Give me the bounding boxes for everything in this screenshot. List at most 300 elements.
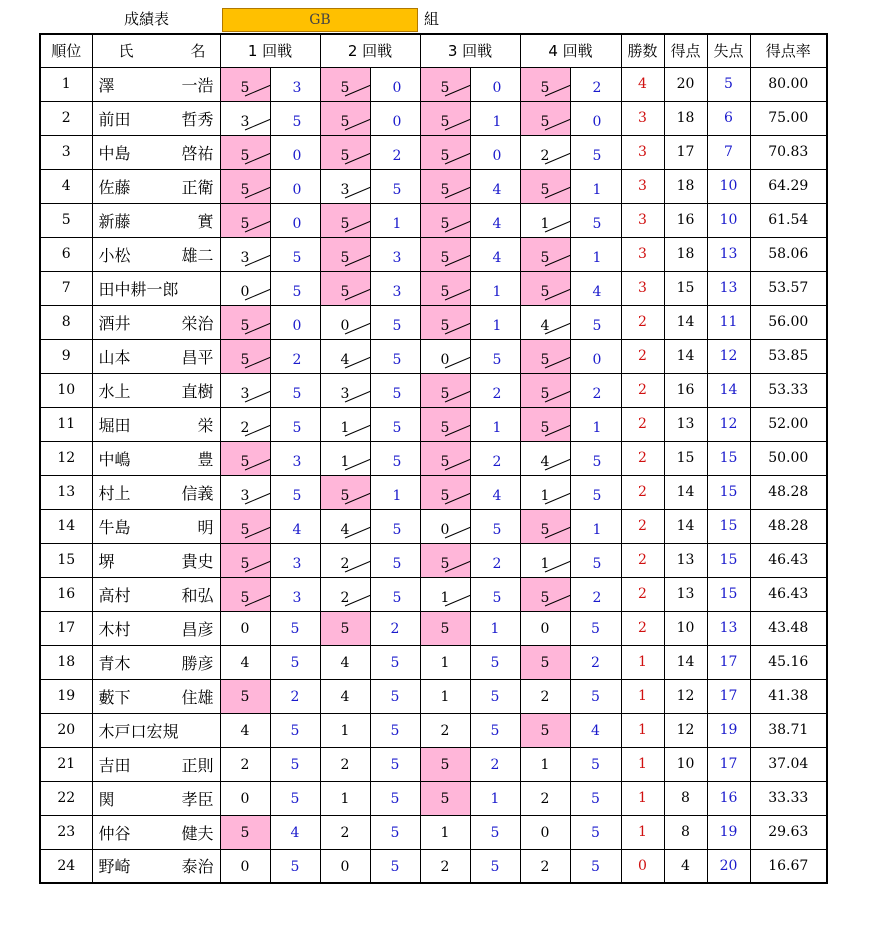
score-opp-cell bbox=[370, 169, 420, 203]
score-own-cell bbox=[520, 577, 570, 611]
score-own-cell bbox=[220, 339, 270, 373]
score-own: 2 bbox=[440, 722, 450, 739]
header-rate: 得点率 bbox=[750, 34, 827, 67]
slash-line bbox=[545, 550, 571, 572]
rate-cell: 70.83 bbox=[750, 135, 827, 169]
score-own: 2 bbox=[440, 858, 450, 875]
score-opp-cell bbox=[270, 305, 320, 339]
score-own: 5 bbox=[440, 620, 450, 637]
slash-line bbox=[545, 74, 571, 96]
last-name: 正則 bbox=[181, 755, 214, 775]
sheet-title: 成績表 bbox=[124, 10, 170, 28]
score-own-cell bbox=[320, 271, 370, 305]
score-opp: 3 bbox=[292, 589, 302, 606]
slash-line bbox=[345, 312, 371, 334]
rate-cell: 53.57 bbox=[750, 271, 827, 305]
score-opp-cell bbox=[470, 169, 520, 203]
score-opp-cell bbox=[270, 101, 320, 135]
points-against-cell: 11 bbox=[707, 305, 750, 339]
score-opp: 5 bbox=[490, 654, 500, 671]
score-own-cell bbox=[320, 713, 370, 747]
score-own-cell bbox=[220, 815, 270, 849]
score-opp: 0 bbox=[292, 181, 302, 198]
score-own: 1 bbox=[340, 790, 350, 807]
first-name: 村上 bbox=[98, 483, 131, 503]
last-name: 哲秀 bbox=[181, 109, 214, 129]
score-opp: 3 bbox=[292, 79, 302, 96]
slash-line bbox=[545, 176, 571, 198]
score-opp: 5 bbox=[392, 351, 402, 368]
wins-cell: 2 bbox=[621, 441, 664, 475]
score-own-cell bbox=[520, 203, 570, 237]
score-own: 5 bbox=[240, 453, 250, 470]
wins-cell: 3 bbox=[621, 135, 664, 169]
score-opp-cell bbox=[470, 305, 520, 339]
name-cell bbox=[92, 815, 220, 849]
score-own-cell bbox=[220, 237, 270, 271]
score-opp: 4 bbox=[592, 283, 602, 300]
score-own-cell bbox=[520, 475, 570, 509]
slash-line bbox=[345, 176, 371, 198]
slash-line bbox=[245, 414, 271, 436]
slash-line bbox=[245, 244, 271, 266]
score-opp: 5 bbox=[591, 688, 600, 705]
score-own: 0 bbox=[340, 317, 350, 334]
score-own-cell bbox=[420, 237, 470, 271]
score-opp-cell bbox=[570, 203, 621, 237]
score-opp: 0 bbox=[592, 113, 602, 130]
points-against-cell: 15 bbox=[707, 441, 750, 475]
score-opp: 0 bbox=[492, 79, 502, 96]
points-against-cell: 14 bbox=[707, 373, 750, 407]
score-own: 5 bbox=[340, 215, 350, 232]
score-own: 5 bbox=[240, 181, 250, 198]
points-against-cell: 5 bbox=[707, 67, 750, 101]
rank-cell: 17 bbox=[40, 611, 92, 645]
score-opp-cell bbox=[370, 339, 420, 373]
score-own-cell bbox=[220, 203, 270, 237]
score-opp-cell bbox=[570, 815, 621, 849]
score-own-cell bbox=[420, 271, 470, 305]
table-row bbox=[40, 815, 827, 849]
wins-cell: 2 bbox=[621, 543, 664, 577]
score-opp-cell bbox=[370, 67, 420, 101]
score-opp-cell bbox=[470, 781, 520, 815]
score-opp-cell bbox=[270, 441, 320, 475]
score-own-cell bbox=[220, 747, 270, 781]
name-cell bbox=[92, 849, 220, 883]
last-name: 雄二 bbox=[181, 245, 214, 265]
slash-line bbox=[345, 448, 371, 470]
score-own-cell bbox=[520, 645, 570, 679]
slash-line bbox=[545, 210, 571, 232]
rate-cell: 58.06 bbox=[750, 237, 827, 271]
points-for-cell: 8 bbox=[664, 815, 707, 849]
first-name: 新藤 bbox=[98, 211, 131, 231]
rate-cell: 50.00 bbox=[750, 441, 827, 475]
name-cell bbox=[92, 781, 220, 815]
score-opp-cell bbox=[370, 781, 420, 815]
table-row bbox=[40, 543, 827, 577]
score-opp: 5 bbox=[290, 620, 300, 637]
points-for-cell: 15 bbox=[664, 441, 707, 475]
slash-line bbox=[345, 550, 371, 572]
slash-line bbox=[545, 108, 571, 130]
wins-cell: 1 bbox=[621, 815, 664, 849]
score-own-cell bbox=[220, 645, 270, 679]
slash-line bbox=[545, 346, 571, 368]
points-against-cell: 19 bbox=[707, 815, 750, 849]
score-own: 5 bbox=[540, 385, 550, 402]
rank-cell: 9 bbox=[40, 339, 92, 373]
slash-line bbox=[245, 278, 271, 300]
points-against-cell: 12 bbox=[707, 339, 750, 373]
rank-cell: 10 bbox=[40, 373, 92, 407]
rank-cell: 21 bbox=[40, 747, 92, 781]
last-name: 明 bbox=[197, 517, 214, 537]
score-opp-cell bbox=[470, 135, 520, 169]
score-own: 3 bbox=[240, 249, 250, 266]
points-against-cell: 13 bbox=[707, 237, 750, 271]
score-own-cell bbox=[520, 101, 570, 135]
points-against-cell: 6 bbox=[707, 101, 750, 135]
score-opp-cell bbox=[570, 509, 621, 543]
score-own-cell bbox=[420, 679, 470, 713]
name-cell bbox=[92, 271, 220, 305]
score-opp-cell bbox=[570, 101, 621, 135]
slash-line bbox=[345, 516, 371, 538]
score-own: 2 bbox=[240, 419, 250, 436]
score-opp: 0 bbox=[292, 317, 302, 334]
score-opp: 3 bbox=[392, 283, 402, 300]
table-row bbox=[40, 373, 827, 407]
score-opp: 5 bbox=[390, 824, 400, 841]
score-opp-cell bbox=[370, 849, 420, 883]
score-opp: 4 bbox=[492, 487, 502, 504]
score-opp: 5 bbox=[292, 385, 302, 402]
score-own-cell bbox=[420, 339, 470, 373]
points-for-cell: 12 bbox=[664, 679, 707, 713]
score-opp-cell bbox=[470, 101, 520, 135]
score-opp: 5 bbox=[592, 487, 602, 504]
score-opp-cell bbox=[570, 169, 621, 203]
table-row bbox=[40, 747, 827, 781]
score-own: 2 bbox=[340, 824, 350, 841]
score-own: 5 bbox=[340, 283, 350, 300]
score-own-cell bbox=[320, 781, 370, 815]
rank-cell: 20 bbox=[40, 713, 92, 747]
points-for-cell: 12 bbox=[664, 713, 707, 747]
score-opp-cell bbox=[270, 543, 320, 577]
score-opp-cell bbox=[570, 339, 621, 373]
score-own: 2 bbox=[540, 688, 550, 705]
score-own-cell bbox=[420, 101, 470, 135]
group-input[interactable]: GB bbox=[222, 8, 418, 32]
slash-line bbox=[345, 108, 371, 130]
score-own: 5 bbox=[240, 351, 250, 368]
score-own-cell bbox=[520, 339, 570, 373]
header-name bbox=[92, 34, 220, 67]
score-opp: 1 bbox=[490, 620, 500, 637]
first-name: 青木 bbox=[98, 653, 131, 673]
first-name: 野崎 bbox=[98, 857, 131, 877]
score-own-cell bbox=[520, 407, 570, 441]
score-opp: 5 bbox=[392, 555, 402, 572]
score-opp: 1 bbox=[492, 317, 502, 334]
first-name: 木戸口宏規 bbox=[98, 721, 179, 741]
table-row bbox=[40, 101, 827, 135]
score-own-cell bbox=[420, 475, 470, 509]
table-row bbox=[40, 509, 827, 543]
score-own-cell bbox=[320, 509, 370, 543]
table-row bbox=[40, 271, 827, 305]
score-opp-cell bbox=[470, 67, 520, 101]
score-own-cell bbox=[420, 849, 470, 883]
rank-cell: 11 bbox=[40, 407, 92, 441]
name-cell bbox=[92, 135, 220, 169]
score-own-cell bbox=[520, 67, 570, 101]
rank-cell: 5 bbox=[40, 203, 92, 237]
score-own-cell bbox=[420, 747, 470, 781]
rank-cell: 14 bbox=[40, 509, 92, 543]
score-own: 0 bbox=[440, 351, 450, 368]
score-opp-cell bbox=[470, 271, 520, 305]
score-opp: 5 bbox=[290, 756, 300, 773]
points-against-cell: 16 bbox=[707, 781, 750, 815]
header-points-against: 失点 bbox=[707, 34, 750, 67]
points-against-cell: 17 bbox=[707, 679, 750, 713]
score-own: 2 bbox=[340, 555, 350, 572]
score-opp-cell bbox=[470, 679, 520, 713]
wins-cell: 2 bbox=[621, 339, 664, 373]
score-opp: 5 bbox=[290, 654, 300, 671]
score-opp: 5 bbox=[592, 317, 602, 334]
score-own: 5 bbox=[540, 283, 550, 300]
score-opp: 5 bbox=[292, 419, 302, 436]
score-own: 5 bbox=[540, 351, 550, 368]
score-opp-cell bbox=[370, 373, 420, 407]
points-for-cell: 20 bbox=[664, 67, 707, 101]
slash-line bbox=[245, 312, 271, 334]
score-opp: 0 bbox=[292, 147, 302, 164]
score-own: 1 bbox=[540, 555, 550, 572]
score-opp-cell bbox=[270, 577, 320, 611]
rank-cell: 6 bbox=[40, 237, 92, 271]
table-row bbox=[40, 645, 827, 679]
score-own-cell bbox=[220, 543, 270, 577]
score-own: 1 bbox=[440, 688, 450, 705]
score-own: 1 bbox=[340, 453, 350, 470]
slash-line bbox=[545, 380, 571, 402]
score-own: 5 bbox=[340, 620, 350, 637]
points-against-cell: 7 bbox=[707, 135, 750, 169]
score-own-cell bbox=[220, 271, 270, 305]
score-own: 2 bbox=[540, 858, 550, 875]
points-for-cell: 16 bbox=[664, 203, 707, 237]
score-opp: 0 bbox=[392, 113, 402, 130]
score-own-cell bbox=[420, 203, 470, 237]
points-against-cell: 13 bbox=[707, 611, 750, 645]
score-opp: 5 bbox=[390, 654, 400, 671]
slash-line bbox=[345, 414, 371, 436]
score-opp: 5 bbox=[290, 722, 300, 739]
score-opp-cell bbox=[370, 101, 420, 135]
rate-cell: 61.54 bbox=[750, 203, 827, 237]
name-cell bbox=[92, 577, 220, 611]
score-opp-cell bbox=[570, 611, 621, 645]
points-for-cell: 16 bbox=[664, 373, 707, 407]
wins-cell: 2 bbox=[621, 577, 664, 611]
points-against-cell: 10 bbox=[707, 203, 750, 237]
score-opp: 5 bbox=[492, 589, 502, 606]
score-own: 5 bbox=[440, 419, 450, 436]
rank-cell: 4 bbox=[40, 169, 92, 203]
score-own-cell bbox=[420, 645, 470, 679]
last-name: 栄 bbox=[197, 415, 214, 435]
wins-cell: 2 bbox=[621, 407, 664, 441]
score-own-cell bbox=[520, 747, 570, 781]
slash-line bbox=[245, 482, 271, 504]
score-own: 1 bbox=[540, 487, 550, 504]
score-opp-cell bbox=[270, 135, 320, 169]
header-round-3: 3 回戦 bbox=[420, 34, 520, 67]
score-opp-cell bbox=[370, 611, 420, 645]
score-own-cell bbox=[220, 101, 270, 135]
score-opp: 5 bbox=[292, 249, 302, 266]
score-opp-cell bbox=[370, 679, 420, 713]
rate-cell: 37.04 bbox=[750, 747, 827, 781]
score-own: 1 bbox=[540, 756, 550, 773]
score-own: 0 bbox=[540, 620, 550, 637]
score-own-cell bbox=[220, 441, 270, 475]
score-opp-cell bbox=[470, 645, 520, 679]
score-opp: 5 bbox=[392, 521, 402, 538]
score-own: 5 bbox=[440, 487, 450, 504]
rank-cell: 8 bbox=[40, 305, 92, 339]
score-opp: 2 bbox=[490, 756, 500, 773]
slash-line bbox=[545, 516, 571, 538]
score-own-cell bbox=[320, 373, 370, 407]
score-own: 5 bbox=[540, 249, 550, 266]
score-own-cell bbox=[520, 815, 570, 849]
score-own: 5 bbox=[240, 317, 250, 334]
score-opp: 1 bbox=[392, 215, 402, 232]
score-opp: 2 bbox=[292, 351, 302, 368]
score-own: 1 bbox=[340, 722, 350, 739]
slash-line bbox=[245, 516, 271, 538]
table-row bbox=[40, 407, 827, 441]
score-own-cell bbox=[320, 543, 370, 577]
points-against-cell: 12 bbox=[707, 407, 750, 441]
score-own-cell bbox=[320, 169, 370, 203]
score-own-cell bbox=[220, 475, 270, 509]
score-opp-cell bbox=[470, 339, 520, 373]
name-cell bbox=[92, 305, 220, 339]
score-opp-cell bbox=[470, 815, 520, 849]
score-own-cell bbox=[220, 135, 270, 169]
points-for-cell: 18 bbox=[664, 169, 707, 203]
wins-cell: 3 bbox=[621, 237, 664, 271]
score-own-cell bbox=[520, 271, 570, 305]
first-name: 佐藤 bbox=[98, 177, 131, 197]
score-opp-cell bbox=[270, 679, 320, 713]
first-name: 吉田 bbox=[98, 755, 131, 775]
score-opp-cell bbox=[570, 713, 621, 747]
first-name: 水上 bbox=[98, 381, 131, 401]
slash-line bbox=[445, 244, 471, 266]
rank-cell: 19 bbox=[40, 679, 92, 713]
rate-cell: 64.29 bbox=[750, 169, 827, 203]
score-own: 5 bbox=[240, 555, 250, 572]
slash-line bbox=[245, 550, 271, 572]
score-own: 0 bbox=[240, 858, 250, 875]
score-own: 2 bbox=[540, 147, 550, 164]
score-own: 2 bbox=[240, 756, 250, 773]
wins-cell: 2 bbox=[621, 509, 664, 543]
score-own-cell bbox=[520, 781, 570, 815]
score-own: 5 bbox=[440, 317, 450, 334]
score-own: 5 bbox=[240, 521, 250, 538]
score-opp: 0 bbox=[492, 147, 502, 164]
score-own-cell bbox=[520, 305, 570, 339]
score-opp: 5 bbox=[392, 181, 402, 198]
score-opp-cell bbox=[370, 509, 420, 543]
score-own-cell bbox=[520, 849, 570, 883]
score-own-cell bbox=[320, 611, 370, 645]
score-opp: 1 bbox=[592, 521, 602, 538]
score-opp-cell bbox=[370, 645, 420, 679]
score-own-cell bbox=[320, 475, 370, 509]
score-own: 5 bbox=[340, 79, 350, 96]
slash-line bbox=[445, 108, 471, 130]
score-own-cell bbox=[420, 577, 470, 611]
slash-line bbox=[245, 346, 271, 368]
score-opp-cell bbox=[470, 509, 520, 543]
score-own-cell bbox=[520, 509, 570, 543]
score-own-cell bbox=[420, 781, 470, 815]
slash-line bbox=[545, 414, 571, 436]
score-own: 5 bbox=[340, 113, 350, 130]
table-row bbox=[40, 339, 827, 373]
score-own-cell bbox=[520, 237, 570, 271]
score-own-cell bbox=[420, 509, 470, 543]
name-cell bbox=[92, 645, 220, 679]
points-for-cell: 13 bbox=[664, 577, 707, 611]
score-opp: 5 bbox=[390, 688, 400, 705]
score-opp-cell bbox=[470, 203, 520, 237]
score-opp-cell bbox=[270, 645, 320, 679]
name-cell bbox=[92, 67, 220, 101]
score-opp: 4 bbox=[492, 215, 502, 232]
wins-cell: 1 bbox=[621, 645, 664, 679]
slash-line bbox=[245, 448, 271, 470]
slash-line bbox=[345, 210, 371, 232]
score-own: 0 bbox=[440, 521, 450, 538]
score-opp-cell bbox=[370, 713, 420, 747]
score-own-cell bbox=[420, 543, 470, 577]
score-own-cell bbox=[420, 67, 470, 101]
points-for-cell: 14 bbox=[664, 475, 707, 509]
header-rank: 順位 bbox=[40, 34, 92, 67]
score-opp: 1 bbox=[392, 487, 402, 504]
score-opp-cell bbox=[470, 441, 520, 475]
score-opp: 5 bbox=[392, 317, 402, 334]
table-row bbox=[40, 67, 827, 101]
first-name: 前田 bbox=[98, 109, 131, 129]
score-opp: 5 bbox=[591, 858, 600, 875]
score-opp-cell bbox=[470, 713, 520, 747]
rank-cell: 18 bbox=[40, 645, 92, 679]
